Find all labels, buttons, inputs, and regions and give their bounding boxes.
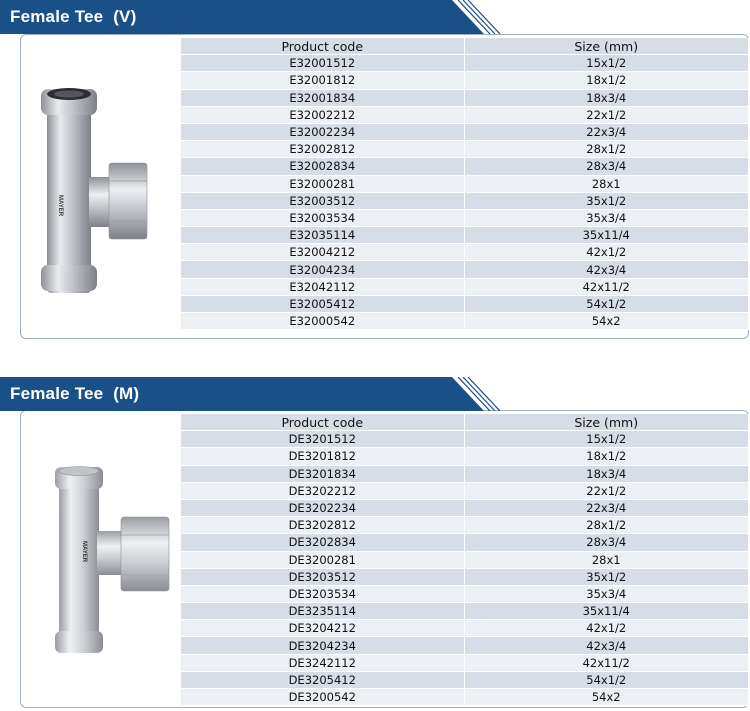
size-cell: 35x1/2 xyxy=(464,192,749,209)
table-row xyxy=(181,313,749,330)
size-cell: 22x1/2 xyxy=(464,106,749,123)
size-cell: 54x1/2 xyxy=(464,295,749,312)
product-code-cell: E32004234 xyxy=(181,261,464,278)
product-code-cell: DE3242112 xyxy=(181,654,464,671)
product-code-cell: E32002834 xyxy=(181,158,464,175)
product-code-cell: E32003534 xyxy=(181,209,464,226)
product-code-cell: DE3201512 xyxy=(181,431,464,448)
size-cell: 15x1/2 xyxy=(464,55,749,72)
size-cell: 42x3/4 xyxy=(464,261,749,278)
table-row xyxy=(181,671,749,688)
table-row xyxy=(181,620,749,637)
product-code-cell: DE3204234 xyxy=(181,637,464,654)
size-cell: 54x2 xyxy=(464,313,749,330)
size-cell: 35x11/4 xyxy=(464,603,749,620)
female-tee-m-image xyxy=(51,465,176,665)
product-code-cell: DE3202812 xyxy=(181,517,464,534)
table-row xyxy=(181,175,749,192)
product-code-cell: E32000542 xyxy=(181,313,464,330)
product-code-cell: DE3203512 xyxy=(181,568,464,585)
table-row xyxy=(181,192,749,209)
size-cell: 35x3/4 xyxy=(464,585,749,602)
product-code-cell: E32005412 xyxy=(181,295,464,312)
size-cell: 35x3/4 xyxy=(464,209,749,226)
table-row xyxy=(181,55,749,72)
table-row xyxy=(181,568,749,585)
product-table xyxy=(181,38,749,330)
size-cell: 28x1/2 xyxy=(464,517,749,534)
section-title: Female Tee (M) xyxy=(10,384,140,403)
table-row xyxy=(181,482,749,499)
table-row xyxy=(181,448,749,465)
product-panel xyxy=(20,34,749,339)
size-cell: 18x3/4 xyxy=(464,89,749,106)
product-code-cell: E32000281 xyxy=(181,175,464,192)
size-cell: 35x1/2 xyxy=(464,568,749,585)
size-cell: 54x1/2 xyxy=(464,671,749,688)
section-female-tee-m xyxy=(0,377,750,711)
table-row xyxy=(181,244,749,261)
product-code-cell: DE3202212 xyxy=(181,482,464,499)
table-row xyxy=(181,123,749,140)
table-row xyxy=(181,431,749,448)
size-cell: 18x3/4 xyxy=(464,465,749,482)
table-row xyxy=(181,603,749,620)
size-cell: 28x3/4 xyxy=(464,534,749,551)
size-cell: 18x1/2 xyxy=(464,448,749,465)
product-logo-text: MAYER xyxy=(57,195,63,217)
product-code-cell: E32002212 xyxy=(181,106,464,123)
size-cell: 28x3/4 xyxy=(464,158,749,175)
product-code-cell: E32001812 xyxy=(181,72,464,89)
size-cell: 54x2 xyxy=(464,689,749,706)
section-header xyxy=(0,377,500,411)
table-row xyxy=(181,465,749,482)
table-row xyxy=(181,72,749,89)
product-panel xyxy=(20,410,749,708)
table-row xyxy=(181,637,749,654)
table-row xyxy=(181,295,749,312)
size-cell: 42x3/4 xyxy=(464,637,749,654)
size-cell: 42x1/2 xyxy=(464,620,749,637)
table-row xyxy=(181,654,749,671)
female-tee-v-image xyxy=(35,85,155,340)
table-row xyxy=(181,209,749,226)
product-code-cell: E32002812 xyxy=(181,141,464,158)
column-header-product-code: Product code xyxy=(181,38,464,55)
size-cell: 35x11/4 xyxy=(464,227,749,244)
product-code-cell: DE3201834 xyxy=(181,465,464,482)
product-code-cell: E32003512 xyxy=(181,192,464,209)
section-female-tee-v xyxy=(0,0,750,340)
size-cell: 15x1/2 xyxy=(464,431,749,448)
table-row xyxy=(181,499,749,516)
section-title: Female Tee (V) xyxy=(10,7,137,26)
product-table xyxy=(181,414,749,706)
product-code-cell: E32035114 xyxy=(181,227,464,244)
product-code-cell: DE3201812 xyxy=(181,448,464,465)
table-row xyxy=(181,517,749,534)
size-cell: 28x1 xyxy=(464,175,749,192)
section-header xyxy=(0,0,500,34)
size-cell: 42x11/2 xyxy=(464,654,749,671)
product-code-cell: DE3200281 xyxy=(181,551,464,568)
product-code-cell: DE3204212 xyxy=(181,620,464,637)
product-code-cell: E32004212 xyxy=(181,244,464,261)
product-code-cell: E32001512 xyxy=(181,55,464,72)
product-code-cell: DE3203534 xyxy=(181,585,464,602)
size-cell: 42x11/2 xyxy=(464,278,749,295)
size-cell: 28x1/2 xyxy=(464,141,749,158)
table-row xyxy=(181,89,749,106)
size-cell: 22x3/4 xyxy=(464,123,749,140)
product-code-cell: E32001834 xyxy=(181,89,464,106)
product-code-cell: DE3205412 xyxy=(181,671,464,688)
size-cell: 42x1/2 xyxy=(464,244,749,261)
product-code-cell: DE3200542 xyxy=(181,689,464,706)
table-row xyxy=(181,227,749,244)
table-row xyxy=(181,278,749,295)
column-header-size: Size (mm) xyxy=(464,38,749,55)
table-row xyxy=(181,106,749,123)
table-row xyxy=(181,534,749,551)
size-cell: 28x1 xyxy=(464,551,749,568)
table-row xyxy=(181,689,749,706)
table-row xyxy=(181,158,749,175)
size-cell: 18x1/2 xyxy=(464,72,749,89)
product-code-cell: DE3202234 xyxy=(181,499,464,516)
column-header-product-code: Product code xyxy=(181,414,464,431)
size-cell: 22x1/2 xyxy=(464,482,749,499)
table-row xyxy=(181,141,749,158)
product-code-cell: DE3235114 xyxy=(181,603,464,620)
table-row xyxy=(181,551,749,568)
product-code-cell: DE3202834 xyxy=(181,534,464,551)
size-cell: 22x3/4 xyxy=(464,499,749,516)
product-code-cell: E32002234 xyxy=(181,123,464,140)
table-row xyxy=(181,261,749,278)
product-logo-text: MAYER xyxy=(81,541,87,563)
product-code-cell: E32042112 xyxy=(181,278,464,295)
column-header-size: Size (mm) xyxy=(464,414,749,431)
table-row xyxy=(181,585,749,602)
